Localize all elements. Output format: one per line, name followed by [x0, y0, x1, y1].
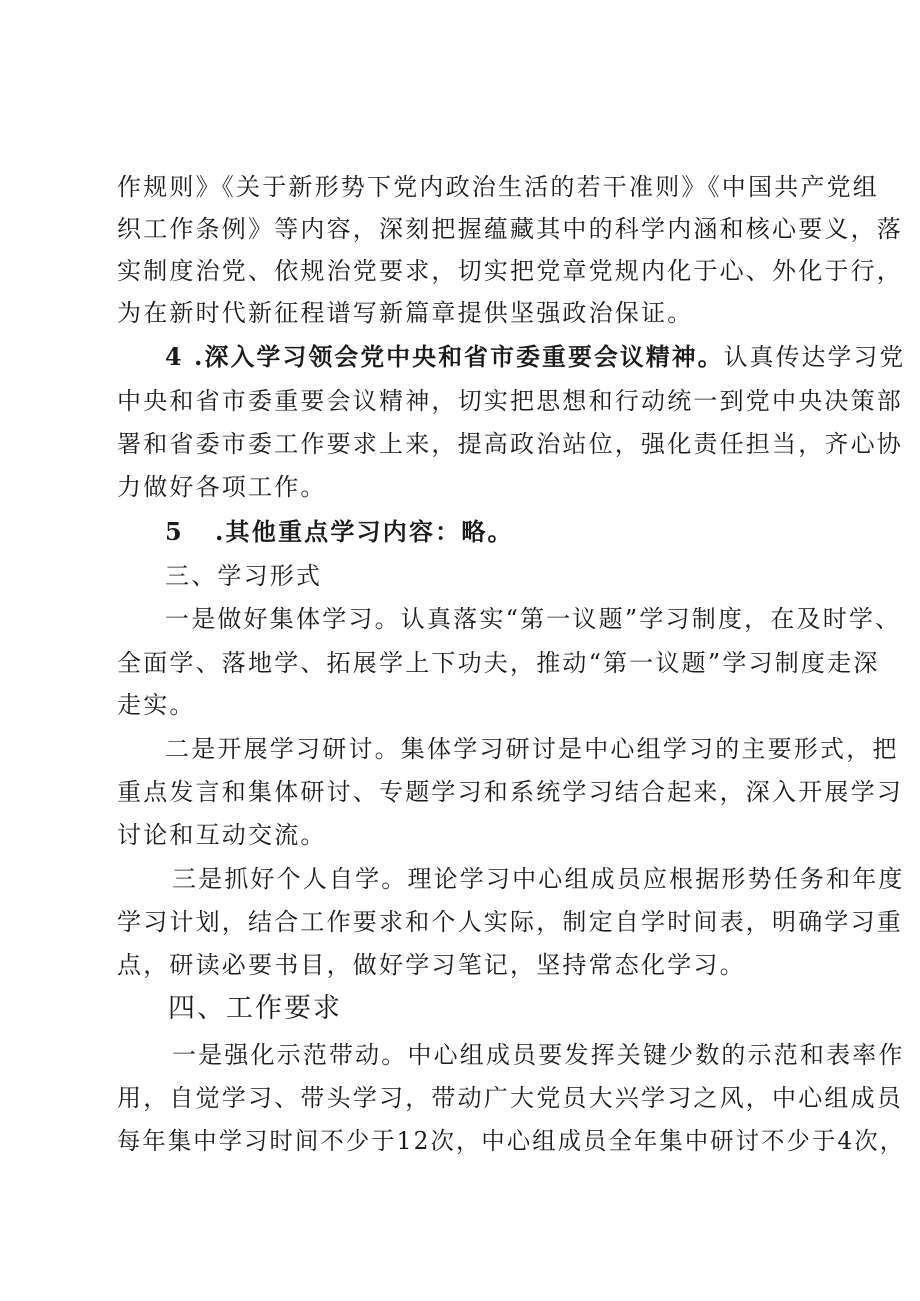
paragraph-line: 点，研读必要书目，做好学习笔记，坚持常态化学习。 [117, 951, 746, 979]
paragraph-line: 讨论和互动交流。 [117, 821, 327, 849]
paragraph-line: 重点发言和集体研讨、专题学习和系统学习结合起来，深入开展学习 [117, 778, 903, 806]
item-4-first-line [165, 342, 905, 372]
paragraph-line: 作规则》《关于新形势下党内政治生活的若干准则》《中国共产党组 [117, 173, 879, 201]
paragraph-line: 学习计划，结合工作要求和个人实际，制定自学时间表，明确学习重 [117, 908, 903, 936]
item-4-text: 认真传达学习党 [723, 343, 906, 371]
section-heading: 四、工作要求 [168, 993, 342, 1024]
section-title: 三、学习形式 [165, 562, 323, 590]
paragraph-line: 全面学、落地学、拓展学上下功夫，推动“第一议题”学习制度走深 [117, 649, 880, 677]
paragraph-line: 实制度治党、依规治党要求，切实把党章党规内化于心、外化于行， [117, 257, 903, 285]
item-5-text: .其他重点学习内容：略。 [215, 517, 514, 546]
paragraph-line: 每年集中学习时间不少于12次，中心组成员全年集中研讨不少于4次， [117, 1127, 906, 1155]
paragraph-line: 为在新时代新征程谱写新篇章提供坚强政治保证。 [117, 299, 694, 327]
paragraph-line: 力做好各项工作。 [117, 473, 327, 501]
paragraph-line: 一是做好集体学习。认真落实“第一议题”学习制度，在及时学、 [165, 605, 902, 633]
item-5-number: 5 [165, 517, 184, 546]
paragraph-line: 署和省委市委工作要求上来，提高政治站位，强化责任担当，齐心协 [117, 430, 903, 458]
paragraph-line: 三是抓好个人自学。理论学习中心组成员应根据形势任务和年度 [172, 865, 905, 893]
item-4-heading: 4 .深入学习领会党中央和省市委重要会议精神。 [165, 342, 724, 371]
paragraph-line: 用，自觉学习、带头学习，带动广大党员大兴学习之风，中心组成员 [117, 1084, 903, 1112]
paragraph-line: 中央和省市委重要会议精神，切实把思想和行动统一到党中央决策部 [117, 387, 903, 415]
paragraph-line: 织工作条例》等内容，深刻把握蕴藏其中的科学内涵和核心要义，落 [117, 215, 903, 243]
paragraph-line: 二是开展学习研讨。集体学习研讨是中心组学习的主要形式，把 [165, 735, 899, 763]
paragraph-line: 走实。 [117, 691, 196, 719]
paragraph-line: 一是强化示范带动。中心组成员要发挥关键少数的示范和表率作 [172, 1041, 905, 1069]
